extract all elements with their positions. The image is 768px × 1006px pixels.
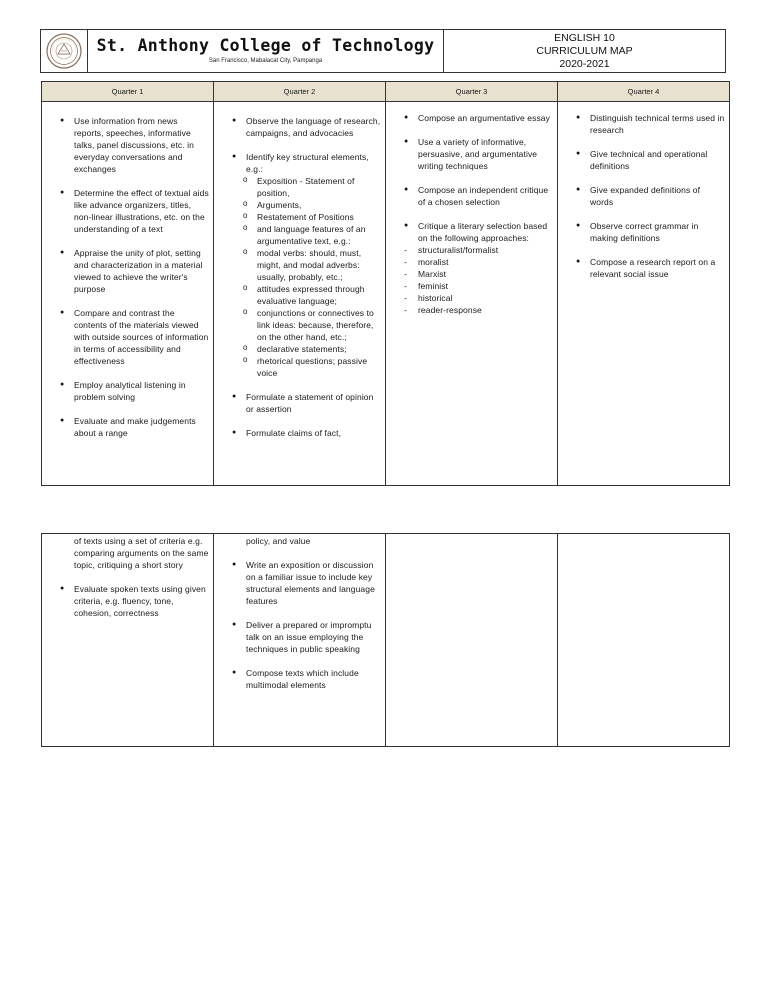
list-item: ● Compare and contrast the contents of the materials viewed with outside sources of information in terms of accessibility and effectiveness (42, 307, 213, 367)
sub-list-item: o and language features of an argumentative text, e.g.: (214, 223, 385, 247)
quarter-2-continued-cell (214, 534, 386, 747)
column-header-quarter-3: Quarter 3 (386, 82, 558, 102)
continued-text: of texts using a set of criteria e.g. comparing arguments on the same topic, critiquing a short story (74, 536, 209, 570)
sub-list-item: o conjunctions or connectives to link ideas: because, therefore, on the other hand, etc.; (214, 307, 385, 343)
list-item: ● Give technical and operational definitions (558, 148, 729, 172)
quarter-1-continued-cell (42, 534, 214, 747)
list-item: ● Evaluate spoken texts using given criteria, e.g. fluency, tone, cohesion, correctness (42, 583, 213, 619)
document-header (40, 29, 726, 73)
quarter-3-cell (386, 102, 558, 486)
list-item: ● Formulate claims of fact, (214, 427, 385, 439)
list-item: ● Critique a literary selection based on the following approaches: (386, 220, 557, 244)
list-item: ● Use a variety of informative, persuasive, and argumentative writing techniques (386, 136, 557, 172)
approach-item: - feminist (386, 280, 557, 292)
list-item: ● Compose texts which include multimodal elements (214, 667, 385, 691)
list-item: ● Observe the language of research, campaigns, and advocacies (214, 115, 385, 139)
curriculum-table-page1 (41, 81, 730, 486)
list-item: ● Distinguish technical terms used in research (558, 112, 729, 136)
list-item: ● Use information from news reports, speeches, informative talks, panel discussions, etc. in everyday conversations and exchanges (42, 115, 213, 175)
quarter-3-continued-cell (386, 534, 558, 747)
school-seal-icon (44, 32, 84, 70)
document-title-cell (444, 30, 725, 72)
quarter-1-cell (42, 102, 214, 486)
column-header-quarter-1: Quarter 1 (42, 82, 214, 102)
list-item: ● Compose a research report on a relevant social issue (558, 256, 729, 280)
list-item: ● Deliver a prepared or impromptu talk on an issue employing the techniques in public speaking (214, 619, 385, 655)
approach-item: - reader-response (386, 304, 557, 316)
school-year: 2020-2021 (559, 58, 610, 70)
list-item: ● Appraise the unity of plot, setting and characterization in a material viewed to achieve the writer's purpose (42, 247, 213, 295)
school-address: San Francisco, Mabalacat City, Pampanga (208, 58, 323, 64)
list-item: ● Observe correct grammar in making definitions (558, 220, 729, 244)
list-item: ● Evaluate and make judgements about a range (42, 415, 213, 439)
quarter-2-cell (214, 102, 386, 486)
sub-list-item: o attitudes expressed through evaluative language; (214, 283, 385, 307)
approach-item: - structuralist/formalist (386, 244, 557, 256)
list-item: ● Identify key structural elements, e.g.: (214, 151, 385, 175)
sub-list-item: o rhetorical questions; passive voice (214, 355, 385, 379)
sub-list-item: o Restatement of Positions (214, 211, 385, 223)
column-header-quarter-4: Quarter 4 (558, 82, 730, 102)
list-item: ● Compose an independent critique of a chosen selection (386, 184, 557, 208)
approach-item: - moralist (386, 256, 557, 268)
list-item: ● Determine the effect of textual aids like advance organizers, titles, non-linear illustrations, etc. on the understanding of a text (42, 187, 213, 235)
sub-list-item: o declarative statements; (214, 343, 385, 355)
list-item: ● Give expanded definitions of words (558, 184, 729, 208)
subject-title: ENGLISH 10 (554, 32, 615, 44)
approach-item: - Marxist (386, 268, 557, 280)
sub-list-item: o modal verbs: should, must, might, and modal adverbs: usually, probably, etc.; (214, 247, 385, 283)
quarter-4-continued-cell (558, 534, 730, 747)
list-item: ● Employ analytical listening in problem solving (42, 379, 213, 403)
approach-item: - historical (386, 292, 557, 304)
document-type: CURRICULUM MAP (536, 45, 633, 57)
sub-list-item: o Arguments, (214, 199, 385, 211)
school-name: St. Anthony College of Technology (96, 36, 435, 55)
school-info-cell (88, 30, 444, 72)
continued-text: policy, and value (246, 536, 311, 546)
list-item: ● Formulate a statement of opinion or assertion (214, 391, 385, 415)
school-logo-cell (41, 30, 88, 72)
column-header-quarter-2: Quarter 2 (214, 82, 386, 102)
curriculum-table-page2 (41, 533, 730, 747)
sub-list-item: o Exposition - Statement of position, (214, 175, 385, 199)
quarter-4-cell (558, 102, 730, 486)
list-item: ● Compose an argumentative essay (386, 112, 557, 124)
list-item: ● Write an exposition or discussion on a familiar issue to include key structural elements and language features (214, 559, 385, 607)
